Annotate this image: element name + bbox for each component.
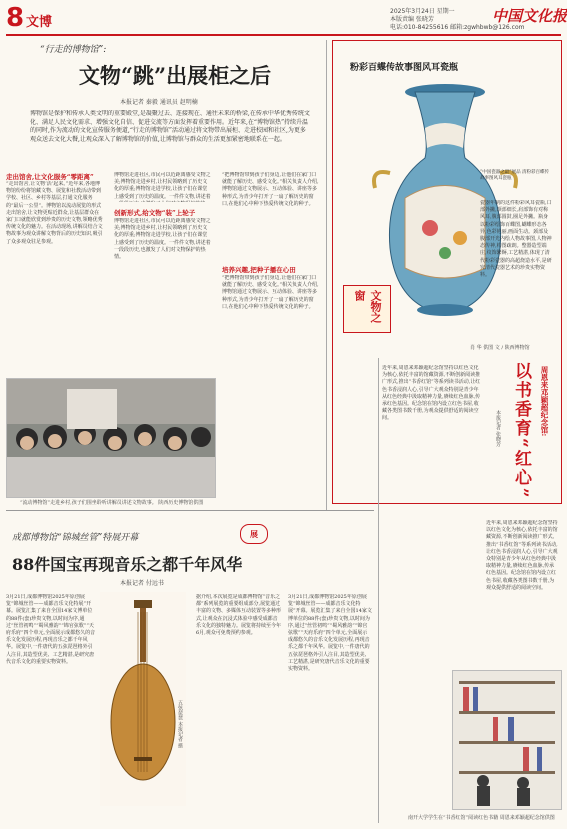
issue-contact: 电话:010-84255616 邮箱:zgwhbwb@126.com [390, 24, 525, 31]
bottom-body-col3: 3月21日,成都博物馆2025年原创展览“锦城丝管——成都音乐文化特展”开幕。展览汇集了来自全国14家文博单位的88件(套)珍贵文物,以时间为序,通过“丝管初鸣”“蜀风雅韵”“锦官弦歌”“天府乐府”四个单元,全面展示成都悠久的音乐文化发展历程,再现音乐之都千年风华。展览中,一件唐代的五弦琵琶格外引人注目,其造型优美、工艺精湛,是研究唐代音乐文化的重要实物资料。 [288, 594, 372, 673]
vase-caption: “中国瓷器之最”展品 清粉彩百蝶传故事图风耳瓷瓶 [480, 170, 550, 181]
column-divider [326, 40, 327, 510]
bottom-byline: 本报记者 付远书 [120, 580, 164, 587]
children-photo-caption: “流动博物馆”走进乡村,孩子们围坐聆听讲解员讲述文物故事。 陕西历史博物馆供图 [20, 500, 204, 506]
bookshelf-photo [452, 670, 562, 810]
bottom-body-col2: 据介绍,本次展览是成都博物馆“音乐之都”系列展览的重要组成部分,展览通过丰富的文物、多媒体互动装置等多种形式,让观众在沉浸式体验中感受成都音乐文化的独特魅力。展览将持续至今年6月,观众可免费预约参观。 [196, 594, 282, 637]
culture-stamp [343, 285, 391, 333]
culture-stamp-text: 文物之窗 [353, 290, 382, 323]
bottom-top-rule [6, 510, 374, 511]
top-subhead-2: 创新形式,给文物“装”上轮子 [114, 209, 196, 217]
exhibition-badge: 展 [240, 524, 268, 544]
page-number: 8 [6, 3, 25, 33]
bookshelf-photo-image [453, 671, 561, 809]
children-photo-image [7, 379, 215, 497]
pipa-caption: 五弦琵琶 本报记者 摄 [177, 700, 183, 749]
header-rule [6, 34, 561, 36]
side-byline: 本报记者 张晓芳 [495, 410, 501, 447]
top-lede: 博物馆是保护和传承人类文明的重要殿堂,是凝聚过去、连接现在、通往未来的桥梁,在传承中华优秀传统文化、满足人民文化需求、增强文化自信、促进交流等方面发挥着重要作用。近年来,在“博物馆热”持续升温的同时,作为流动的文化宣传服务便道,“行走的博物馆”活动通过将文物带出展柜、走进校园和社区,为更多观众送去文化大餐,让观众深入了解博物馆的价值,让博物馆与群众的生活更加紧密地联系在一起。 [30, 110, 310, 143]
issue-editor: 本版责编 张晓芳 [390, 16, 434, 23]
newspaper-logo: 中国文化报 [492, 7, 567, 25]
side-headline-small: 周恩来邓颖超纪念馆: [540, 366, 549, 437]
side-divider [378, 358, 379, 823]
top-subhead-3: 培养兴趣,把种子播在心田 [222, 266, 296, 274]
bottom-body-col1: 3月21日,成都博物馆2025年原创展览“锦城丝管——成都音乐文化特展”开幕。展览汇集了来自全国14家文博单位的88件(套)珍贵文物,以时间为序,通过“丝管初鸣”“蜀风雅韵”“锦官弦歌”“天府乐府”四个单元,全面展示成都悠久的音乐文化发展历程,再现音乐之都千年风华。展览中,一件唐代的五弦琵琶格外引人注目,其造型优美、工艺精湛,是研究唐代音乐文化的重要实物资料。 [6, 594, 96, 665]
top-subhead-1: 走出馆舍,让文化服务“零距离” [6, 173, 94, 181]
section-title: 文博 [26, 15, 53, 30]
top-body-col1: “走出馆舍,让文物‘活’起来。”近年来,各地博物馆纷纷将馆藏文物、展览和社教活动带到学校、社区、乡村等基层,打通文化服务的“最后一公里”。博物馆以流动展览的形式走出馆舍,让文物更贴近群众,让基层群众在家门口就能欣赏到珍贵的历史文物,领略优秀传统文化的魅力。在活动现场,讲解员结合文物故事为观众讲解文物背后的历史知识,吸引了众多观众驻足参观。 [6, 181, 103, 245]
top-body-col2a: 博物馆走进社区,市民可以近距离感受文物之美;博物馆走进乡村,让村民领略到了历史文化的厚重;博物馆走进学校,让孩子们在课堂上感受到了历史的温度。一件件文物,讲述着 [114, 172, 211, 200]
children-photo [6, 378, 216, 498]
side-headline: 以书香育“红心” [511, 362, 531, 500]
issue-date: 2025年3月24日 星期一 [390, 8, 455, 15]
side-body-col1: 近年来,周恩来邓颖超纪念馆坚持以红色文化为核心,依托丰富的馆藏资源,不断创新阅读推广形式,推出“书香红馆”等系列读书活动,让红色书香浸润人心,引导广大观众特别是青少年从红色经典中汲取精神力量,赓续红色血脉,传承红色基因。纪念馆在馆内设立红色书屋,收藏各类图书数千册,为观众提供舒适的阅读空间。 [382, 365, 481, 422]
top-headline: 文物“跳”出展柜之后 [78, 63, 272, 88]
top-kicker: “行走的博物馆”: [40, 45, 107, 55]
vase-body: 瓷器年制的这件粉彩风耳瓷瓶,口部外撇,颈部细长,肩部饰有对称风耳,腹部圆鼓,圈足外撇。瓶身以粉彩绘饰百蝶图,蝴蝶形态各异,色彩艳丽,画面生动。颈部及腹部开光内绘人物故事图,人物神态传神,构图疏朗。整器造型端庄,纹饰繁缛,工艺精湛,体现了清代粉彩瓷器的高超烧造水平,是研究清代瓷器艺术的珍贵实物资料。 [480, 200, 552, 279]
vase-feature-title: 粉彩百蝶传故事图风耳瓷瓶 [350, 63, 459, 73]
top-body-col2b: 博物馆走进社区,市民可以近距离感受文物之美;博物馆走进乡村,让村民领略到了历史文化的厚重;博物馆走进学校,让孩子们在课堂上感受到了历史的温度。一件件文物,讲述着一段段历史,也激发了人们对文物保护的热情。 [114, 218, 211, 261]
vase-author: 肖 华 供图 文 / 陕西博物馆 [470, 345, 530, 351]
bookshelf-caption: 南开大学学生在“书香红馆”阅读红色书籍 周恩来邓颖超纪念馆供图 [408, 815, 555, 821]
bottom-headline: 88件国宝再现音乐之都千年风华 [12, 555, 243, 574]
top-byline: 本报记者 秦毅 通讯员 赵明楠 [120, 99, 198, 106]
bottom-kicker: 成都博物馆“锦城丝管”特展开幕 [12, 533, 139, 543]
side-body-col2: 近年来,周恩来邓颖超纪念馆坚持以红色文化为核心,依托丰富的馆藏资源,不断创新阅读推广形式,推出“书香红馆”等系列读书活动,让红色书香浸润人心,引导广大观众特别是青少年从红色经典中汲取精神力量,赓续红色血脉,传承红色基因。纪念馆在馆内设立红色书屋,收藏各类图书数千册,为观众提供舒适的阅读空间。 [486, 520, 558, 591]
top-body-col3b: “把博物馆带到孩子们身边,让他们在家门口就能了解历史、感受文化。”相关负责人介绍,博物馆通过文物展示、互动体验、讲座等多种形式,为青少年打开了一扇了解历史的窗口,在他们心中种下热爱传统文化的种子。 [222, 275, 319, 310]
pipa-image [100, 592, 186, 806]
top-body-col3a: “把博物馆带到孩子们身边,让他们在家门口就能了解历史、感受文化。”相关负责人介绍,博物馆通过文物展示、互动体验、讲座等多种形式,为青少年打开了一扇了解历史的窗口,在他们心中种下热爱传统文化的种子。 [222, 172, 319, 207]
